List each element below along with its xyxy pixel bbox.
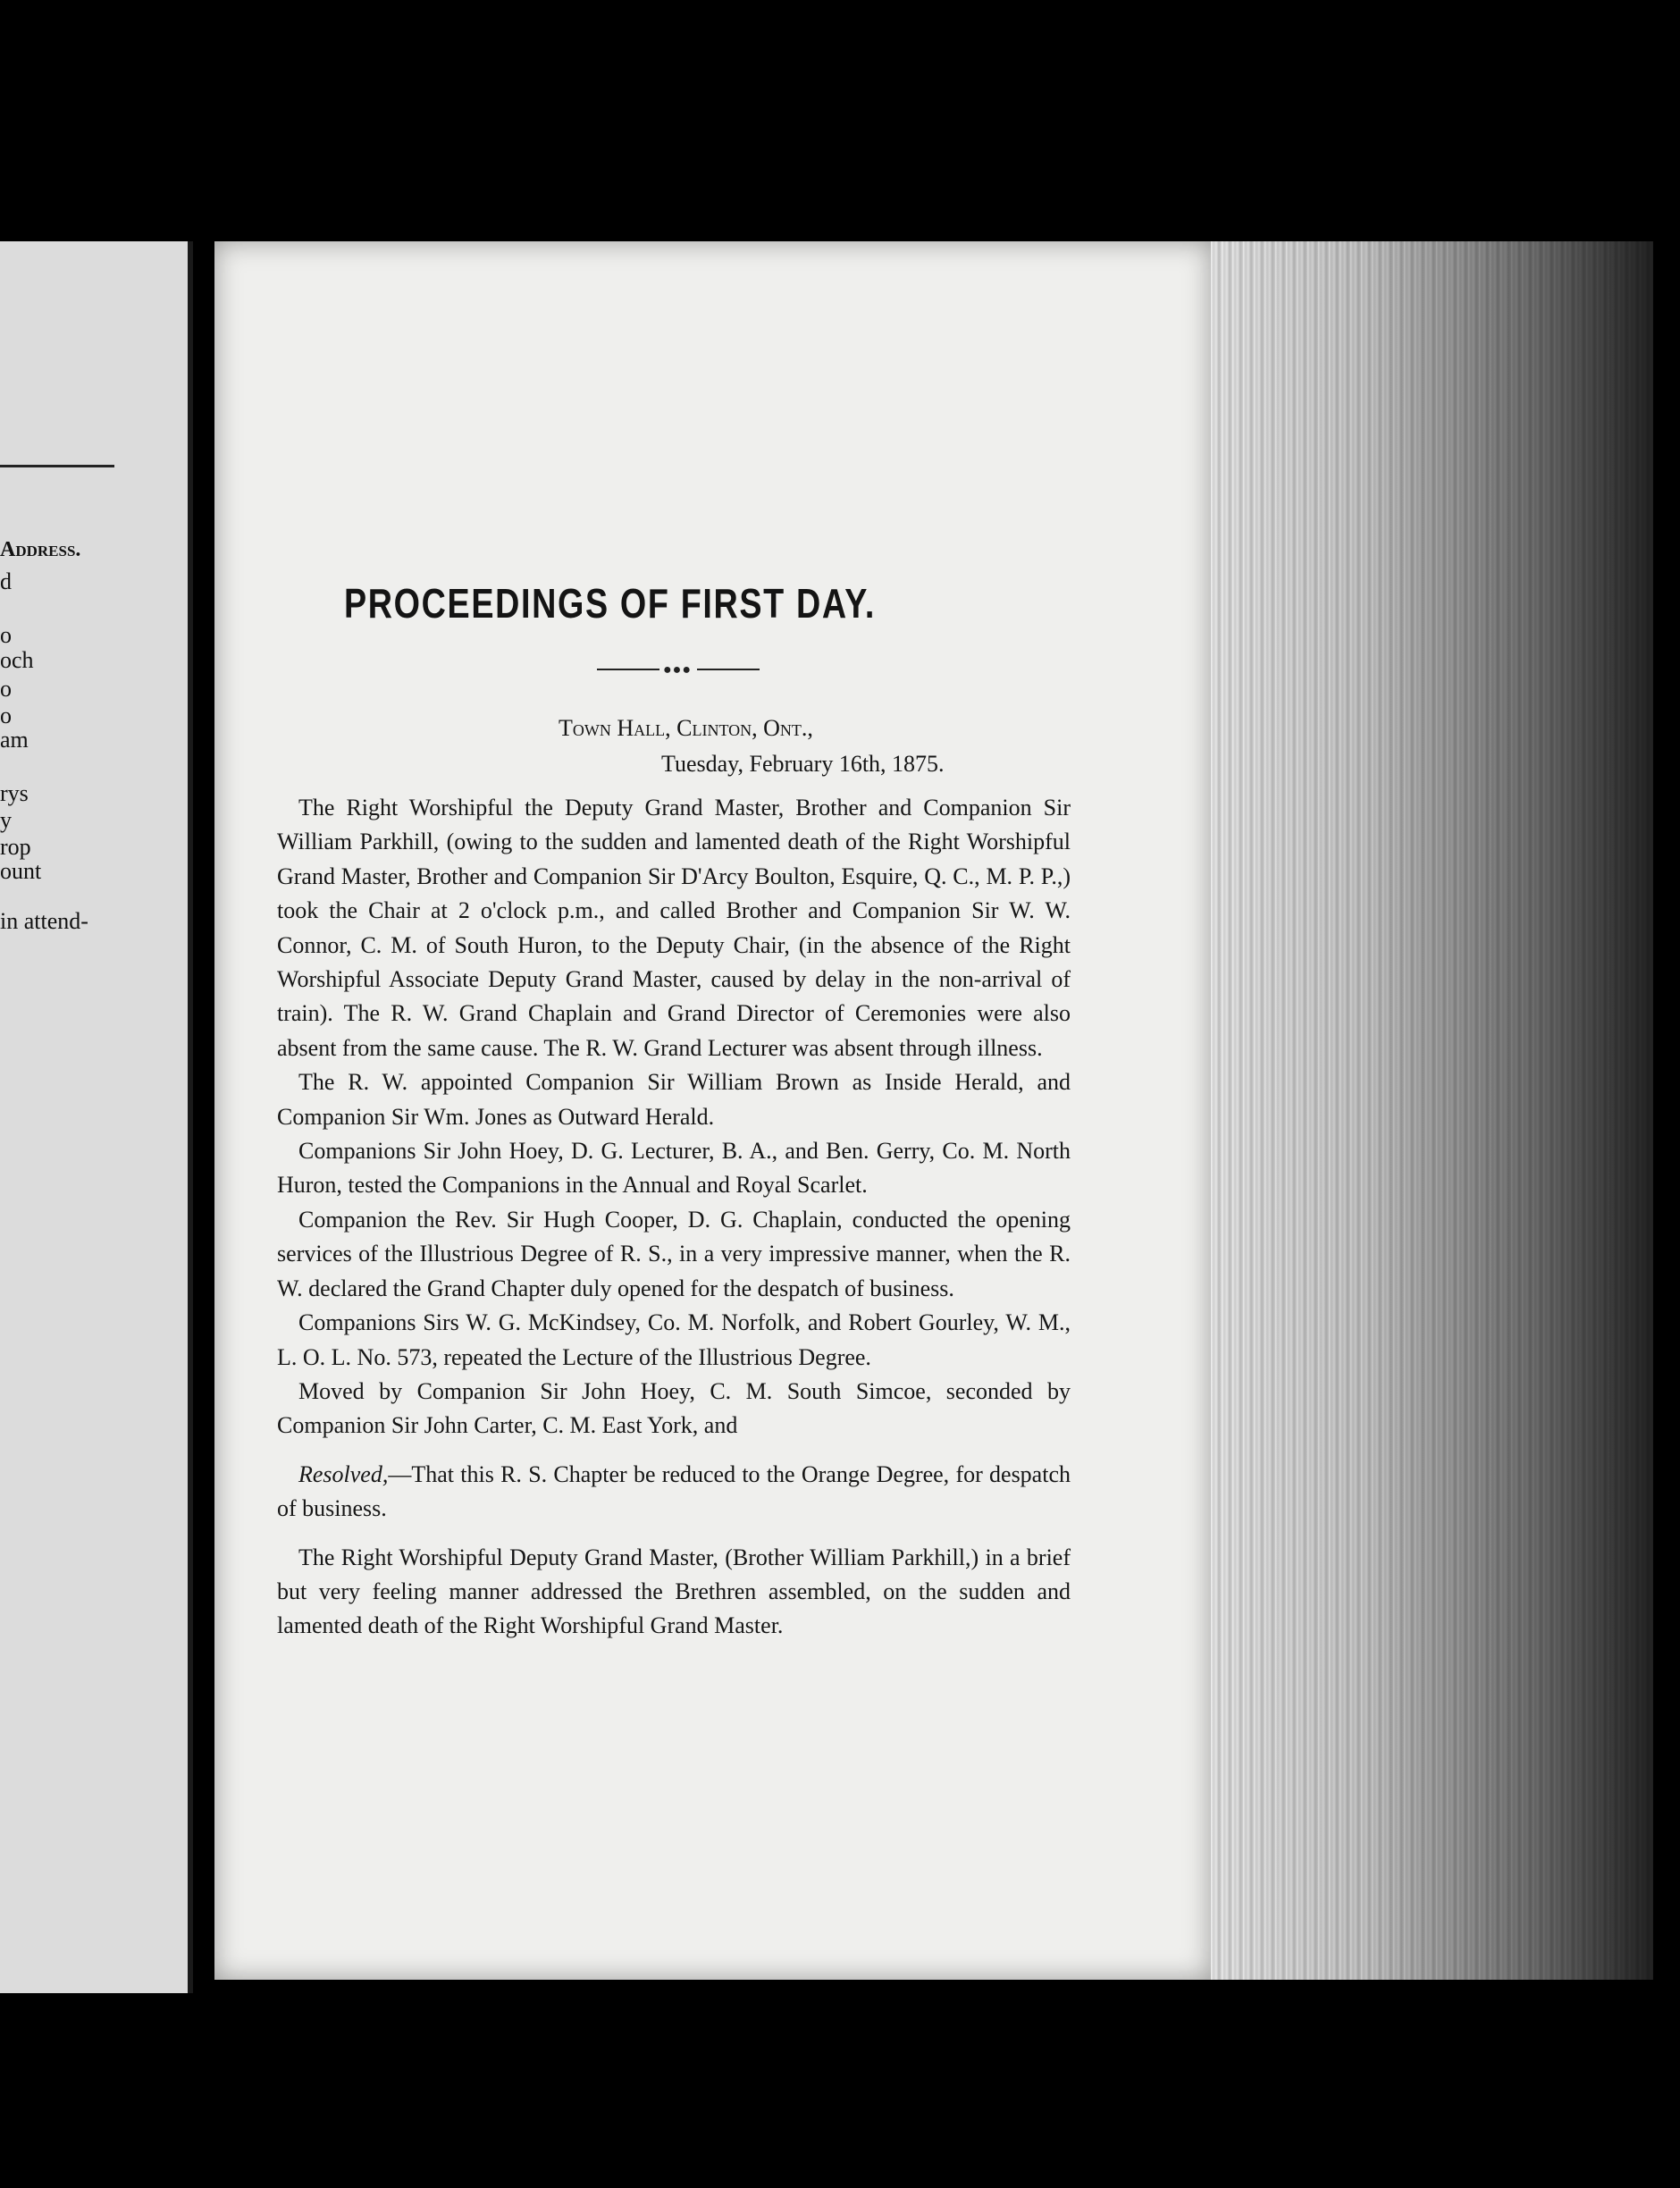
ornament-dots: ●●● xyxy=(663,662,692,677)
left-page-rule xyxy=(0,465,114,467)
resolved-text: —That this R. S. Chapter be reduced to the Orange Degree, for despatch of business. xyxy=(277,1460,1071,1522)
left-text-fragment: Address. xyxy=(0,538,81,561)
left-text-fragment: o xyxy=(0,703,12,728)
paragraph: Companions Sirs W. G. McKindsey, Co. M. Norfolk, and Robert Gourley, W. M., L. O. L. No. 573, repeated the Lecture of the Illustrious Degree. xyxy=(277,1309,1071,1370)
ornament-line-left xyxy=(597,669,659,670)
paragraph: The R. W. appointed Companion Sir William Brown as Inside Herald, and Companion Sir Wm. Jones as Outward Herald. xyxy=(277,1069,1071,1130)
left-text-fragment: rys xyxy=(0,780,29,806)
left-text-fragment: o xyxy=(0,676,12,702)
title-ornament xyxy=(597,664,762,675)
paragraph: The Right Worshipful Deputy Grand Master, (Brother William Parkhill,) in a brief but very feeling manner addressed the Brethren assembled, on the sudden and lamented death of the Right Worshipful Grand Master. xyxy=(277,1544,1071,1639)
left-text-fragment: ount xyxy=(0,858,42,884)
page-edges xyxy=(1211,241,1653,1980)
meeting-date: Tuesday, February 16th, 1875. xyxy=(661,751,945,777)
paragraph: The Right Worshipful the Deputy Grand Master, Brother and Companion Sir William Parkhill, (owing to the sudden and lamented death of the Right Worshipful Grand Master, Brother and Companion Sir D'Arcy Boulton, Esquire, Q. C., M. P. P.,) took the Chair at 2 o'clock p.m., and called Brother and Companion Sir W. W. Connor, C. M. of South Huron, to the Deputy Chair, (in the absence of the Right Worshipful Associate Deputy Grand Master, caused by delay in the non-arrival of train). The R. W. Grand Chaplain and Grand Director of Ceremonies were also absent from the same cause. The R. W. Grand Lecturer was absent through illness. xyxy=(277,795,1071,1061)
left-text-fragment: o xyxy=(0,622,12,648)
left-text-fragment: y xyxy=(0,807,12,833)
ornament-line-right xyxy=(697,669,760,670)
left-text-fragment: rop xyxy=(0,834,31,860)
left-text-fragment: och xyxy=(0,647,34,673)
meeting-place: Town Hall, Clinton, Ont., xyxy=(559,715,813,741)
left-text-fragment: in attend- xyxy=(0,908,88,934)
left-text-fragment: am xyxy=(0,727,29,753)
left-text-fragment: d xyxy=(0,568,12,594)
resolution-paragraph xyxy=(277,1458,1071,1527)
resolved-label: Resolved, xyxy=(298,1460,389,1487)
proceedings-body xyxy=(277,791,1071,1644)
paragraph: Companions Sir John Hoey, D. G. Lecturer, B. A., and Ben. Gerry, Co. M. North Huron, tested the Companions in the Annual and Royal Scarlet. xyxy=(277,1138,1071,1199)
left-page-fragment xyxy=(0,241,193,1993)
page-title: PROCEEDINGS OF FIRST DAY. xyxy=(344,580,877,627)
paragraph: Companion the Rev. Sir Hugh Cooper, D. G. Chaplain, conducted the opening services of the Illustrious Degree of R. S., in a very impressive manner, when the R. W. declared the Grand Chapter duly opened for the despatch of business. xyxy=(277,1206,1071,1301)
paragraph: Moved by Companion Sir John Hoey, C. M. South Simcoe, seconded by Companion Sir John Carter, C. M. East York, and xyxy=(277,1377,1071,1439)
